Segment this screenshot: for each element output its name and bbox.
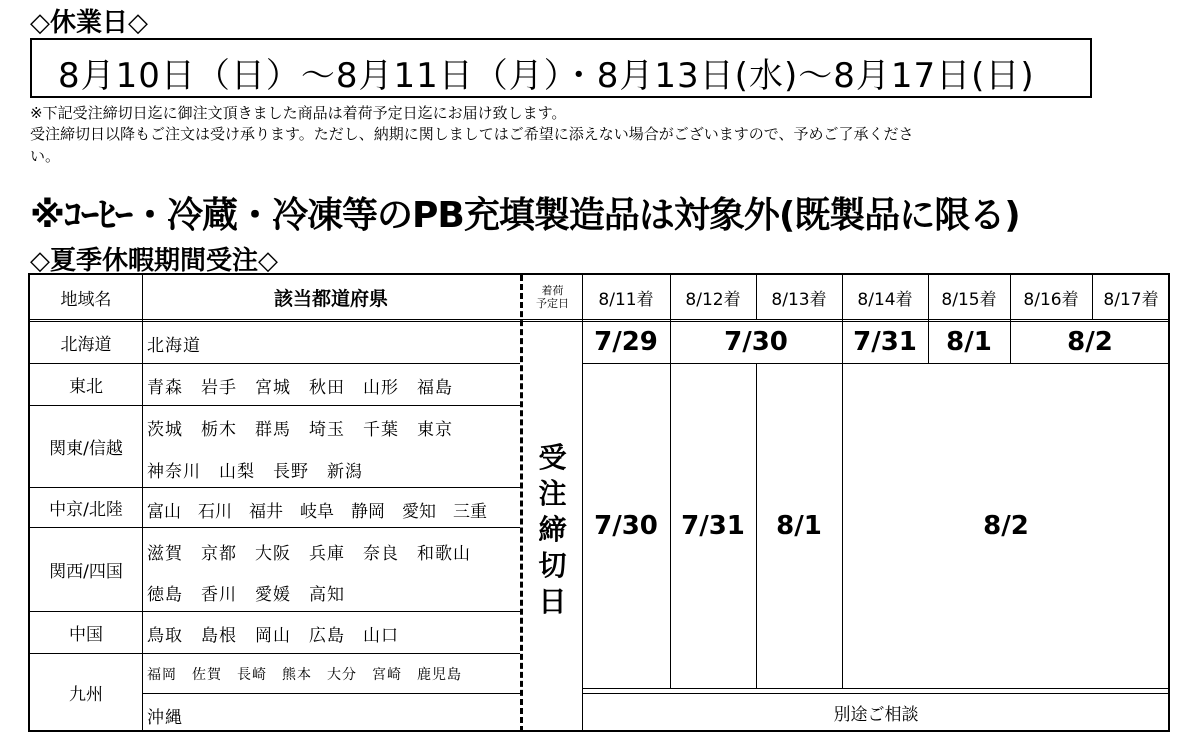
order-note: 受注締切日以降もご注文は受け承ります。ただし、納期に関しましてはご希望に添えない場合がございますので、予めご了承くださ	[30, 125, 914, 143]
region-chugoku: 中国	[69, 624, 103, 645]
prefectures-kanto-line1: 茨城 栃木 群馬 埼玉 千葉 東京	[147, 420, 453, 440]
prefectures-tohoku: 青森 岩手 宮城 秋田 山形 福島	[147, 378, 453, 398]
header-date-8-14: 8/14着	[857, 289, 913, 310]
prefectures-hokkaido: 北海道	[147, 336, 201, 356]
prefectures-kansai-line2: 徳島 香川 愛媛 高知	[147, 585, 345, 605]
region-kansai-shikoku: 関西/四国	[49, 561, 123, 582]
hokkaido-deadline-8-11: 7/29	[594, 327, 658, 357]
hokkaido-deadline-8-12-13: 7/30	[724, 327, 788, 357]
holiday-box	[30, 38, 1092, 98]
header-region: 地域名	[60, 289, 112, 310]
header-date-8-15: 8/15着	[941, 289, 997, 310]
hokkaido-deadline-8-15: 8/1	[946, 327, 992, 357]
deadline-8-14-17: 8/2	[983, 510, 1029, 541]
order-note-continued: い。	[30, 147, 61, 165]
order-table	[28, 273, 1170, 732]
deadline-label: 受 注 締 切 日	[538, 441, 567, 618]
holiday-heading: ◇休業日◇	[30, 8, 148, 38]
header-arrival-line1: 着荷	[541, 284, 564, 297]
summer-heading: ◇夏季休暇期間受注◇	[30, 246, 278, 276]
prefectures-kanto-line2: 神奈川 山梨 長野 新潟	[147, 462, 363, 482]
region-kyushu: 九州	[69, 685, 103, 705]
prefectures-kyushu: 福岡 佐賀 長崎 熊本 大分 宮崎 鹿児島	[147, 667, 462, 683]
header-date-8-16: 8/16着	[1023, 289, 1079, 310]
header-date-8-11: 8/11着	[598, 289, 654, 310]
hokkaido-deadline-8-14: 7/31	[853, 327, 917, 357]
header-date-8-17: 8/17着	[1103, 289, 1159, 310]
hokkaido-deadline-8-16-17: 8/2	[1067, 327, 1113, 357]
header-prefectures: 該当都道府県	[273, 287, 388, 310]
delivery-note: ※下記受注締切日迄に御注文頂きました商品は着荷予定日迄にお届け致します。	[30, 104, 567, 122]
region-hokkaido: 北海道	[60, 334, 112, 355]
header-arrival-date	[523, 275, 582, 319]
region-tohoku: 東北	[69, 376, 103, 397]
pb-exclusion-note: ※ｺｰﾋｰ・冷蔵・冷凍等のPB充填製造品は対象外(既製品に限る)	[30, 195, 1020, 236]
deadline-8-13: 8/1	[776, 510, 822, 541]
prefectures-chugoku: 鳥取 島根 岡山 広島 山口	[147, 626, 399, 646]
deadline-8-12: 7/31	[681, 510, 745, 541]
deadline-8-11: 7/30	[594, 510, 658, 541]
header-date-8-12: 8/12着	[685, 289, 741, 310]
prefectures-okinawa: 沖縄	[147, 708, 183, 728]
prefectures-kansai-line1: 滋賀 京都 大阪 兵庫 奈良 和歌山	[147, 544, 471, 564]
region-kanto-shinetsu: 関東/信越	[49, 438, 123, 459]
header-arrival-line2: 予定日	[536, 297, 569, 310]
header-date-8-13: 8/13着	[771, 289, 827, 310]
holiday-dates: 8月10日（日）～8月11日（月）・8月13日(水)～8月17日(日)	[58, 56, 1035, 96]
prefectures-chukyo: 富山 石川 福井 岐阜 静岡 愛知 三重	[147, 502, 487, 522]
region-chukyo-hokuriku: 中京/北陸	[49, 499, 123, 520]
okinawa-note: 別途ご相談	[833, 705, 919, 725]
